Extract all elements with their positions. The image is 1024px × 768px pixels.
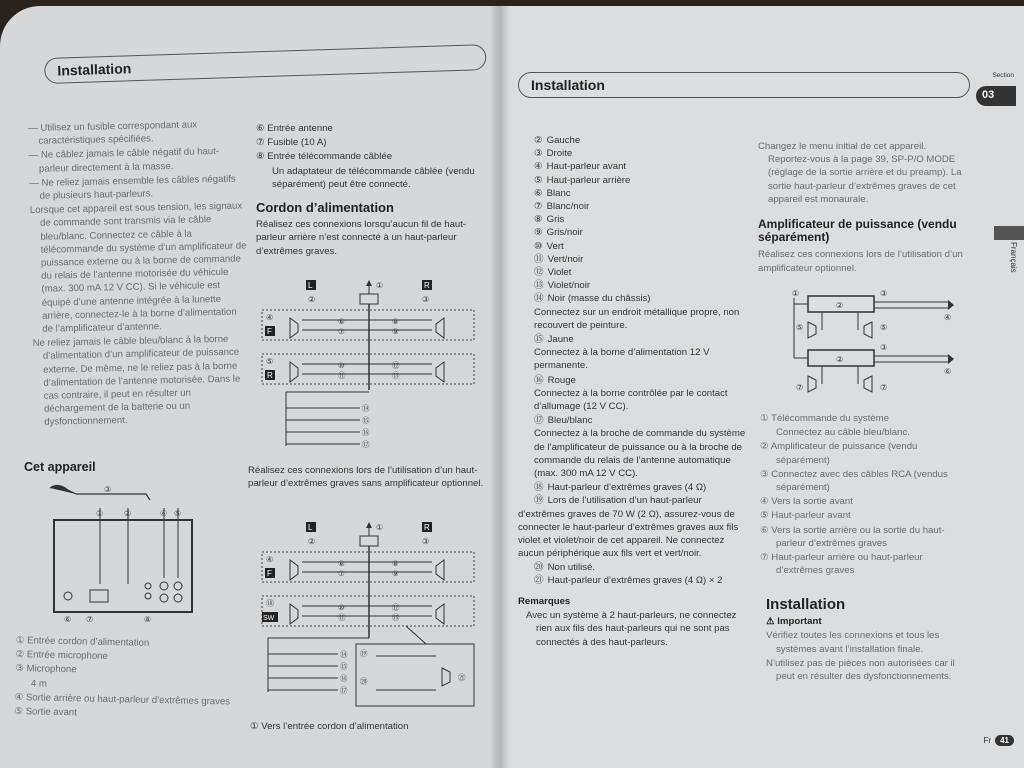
amp-legend-item: ② Amplificateur de puissance (vendu séparément): [760, 441, 918, 466]
svg-text:L: L: [308, 523, 313, 532]
legend-item: ⑤ Sortie avant: [14, 705, 77, 719]
wire-item-label: Violet: [547, 267, 572, 279]
wire-item-label: Jaune: [547, 334, 574, 346]
svg-text:①: ①: [792, 289, 800, 298]
subwoofer-intro-text: Réalisez ces connexions lors de l’utilisation d’un haut-parleur d’extrêmes graves sans amplificateur optionnel.: [248, 465, 484, 490]
left-column-1: [28, 117, 250, 430]
svg-text:②: ②: [124, 509, 132, 518]
wire-item-label: Gris: [546, 214, 565, 226]
wire-item-label: Haut-parleur avant: [546, 161, 627, 173]
svg-text:①: ①: [376, 281, 384, 290]
wire-item: ⑲: [534, 495, 544, 507]
wire-item: ⑫: [534, 267, 544, 279]
svg-text:④: ④: [160, 509, 168, 518]
heading-power-amp: Amplificateur de puissance (vendu séparément): [758, 217, 957, 245]
svg-text:L: L: [308, 281, 313, 290]
important-item: Vérifiez toutes les connexions et tous les systèmes avant l’installation finale.: [766, 630, 940, 655]
wire-item-label: Haut-parleur d’extrêmes graves (4 Ω) × 2: [547, 574, 723, 586]
wire-item: ㉑: [534, 574, 544, 586]
svg-text:③: ③: [880, 289, 888, 298]
svg-text:⑨: ⑨: [392, 569, 399, 578]
svg-text:⑫: ⑫: [392, 361, 400, 370]
svg-text:④: ④: [266, 555, 274, 564]
svg-text:②: ②: [308, 295, 316, 304]
right-section-header: Installation: [518, 72, 970, 98]
amplifier-legend: [760, 412, 972, 578]
svg-text:⑬: ⑬: [392, 371, 400, 380]
installation-section: [766, 598, 976, 684]
wire-item: ⑬: [534, 280, 544, 292]
wire-item: ②: [534, 135, 543, 146]
footnote-text: ① Vers l’entrée cordon d’alimentation: [250, 721, 409, 732]
svg-text:⑥: ⑥: [338, 559, 345, 568]
svg-text:⑨: ⑨: [392, 327, 399, 336]
legend-item: ② Entrée microphone: [15, 649, 108, 663]
svg-text:⑱: ⑱: [266, 599, 274, 608]
right-column-1: [518, 134, 750, 650]
svg-text:⑦: ⑦: [796, 383, 804, 392]
amp-legend-item: ③ Connectez avec des câbles RCA (vendus séparément): [760, 468, 948, 494]
bullet-negative-cables: — Ne reliez jamais ensemble les câbles négatifs de plusieurs haut-parleurs.: [29, 173, 236, 202]
left-page: [0, 6, 498, 768]
amp-legend-item: ④ Vers la sortie avant: [760, 496, 853, 508]
svg-text:R: R: [267, 371, 273, 380]
unit-legend: [14, 634, 236, 724]
svg-text:⑦: ⑦: [880, 383, 888, 392]
svg-text:③: ③: [422, 537, 430, 546]
svg-text:②: ②: [836, 301, 844, 310]
right-column-2-top: [758, 140, 970, 276]
svg-text:⑤: ⑤: [174, 509, 182, 518]
svg-text:⑥: ⑥: [64, 615, 72, 624]
page-footer: [984, 735, 1014, 746]
svg-text:⑮: ⑮: [362, 416, 370, 425]
svg-text:⑥: ⑥: [944, 367, 952, 376]
bullet-menu-change: Changez le menu initial de cet appareil. Reportez-vous à la page 39, SP-P/O MODE (réglage de la sortie arrière et du preamp). La sortie haut-parleur d’extrêmes graves de cet appareil est monaurale.: [758, 141, 962, 205]
svg-text:⑧: ⑧: [144, 615, 152, 624]
svg-text:⑭: ⑭: [362, 404, 370, 413]
amp-legend-item: Connectez au câble bleu/blanc.: [776, 427, 910, 439]
item-antenna: ⑥ Entrée antenne: [256, 123, 333, 134]
power-amp-intro: Réalisez ces connexions lors de l’utilisation d’un amplificateur optionnel.: [758, 249, 963, 274]
svg-text:⑤: ⑤: [880, 323, 888, 332]
wire-item-note: Connectez à la borne contrôlée par le contact d’allumage (12 V CC).: [534, 387, 728, 413]
legend-item: 4 m: [30, 677, 48, 690]
svg-text:⑦: ⑦: [86, 615, 94, 624]
book-gutter: [490, 6, 510, 768]
heading-power-cord: Cordon d’alimentation: [256, 200, 394, 216]
wire-item: ⑳: [534, 561, 544, 573]
install-heading: Installation: [766, 596, 846, 613]
power-cord-intro: Réalisez ces connexions lorsqu’aucun fil de haut-parleur arrière n’est connecté à un haut-parleur d’extrêmes graves.: [256, 219, 467, 257]
wire-item: ⑮: [534, 334, 544, 346]
bullet-never-connect: Ne reliez jamais le câble bleu/blanc à la borne d’alimentation d’un amplificateur de puissance externe. De même, ne le reliez pas à la borne d’alimentation de l’antenne motorisée. Dans le cas contraire, il peut en résulter un déchargement de la batterie ou un dysfonctionnement.: [32, 334, 241, 429]
svg-text:⑧: ⑧: [392, 559, 399, 568]
footer-lang: Fr: [983, 736, 992, 745]
wire-item: ⑪: [534, 253, 544, 265]
bullet-negative-cable: — Ne câblez jamais le câble négatif du haut-parleur directement à la masse.: [28, 146, 220, 175]
amp-legend-item: ⑥ Vers la sortie arrière ou la sortie du haut-parleur d’extrêmes graves: [760, 524, 945, 549]
heading-cet-appareil: Cet appareil: [24, 460, 96, 474]
wire-item-label: Gauche: [546, 135, 581, 146]
wire-item: ⑦: [534, 201, 543, 213]
svg-text:F: F: [267, 569, 272, 578]
section-label: Section: [992, 72, 1014, 79]
important-item: N’utilisez pas de pièces non autorisées car il peut en résulter des dysfonctionnements.: [766, 657, 955, 683]
svg-text:①: ①: [96, 509, 104, 518]
wiring-diagram-2: [256, 520, 482, 716]
wiring-diagram-1: [256, 278, 482, 450]
svg-text:①: ①: [376, 523, 384, 532]
wire-item-note: Connectez à la broche de commande du système de l’amplificateur de puissance ou à la broche de commande du relais de l’antenne automatique (max. 300 mA 12 V CC).: [534, 428, 746, 480]
legend-item: ④ Sortie arrière ou haut-parleur d’extrêmes graves: [14, 691, 231, 708]
legend-item: ③ Microphone: [15, 663, 77, 676]
left-column-2: [256, 122, 484, 259]
wire-item-label: Vert/noir: [547, 253, 584, 265]
wire-item-note: Connectez sur un endroit métallique propre, non recouvert de peinture.: [534, 306, 740, 331]
svg-text:⑳: ⑳: [360, 677, 368, 686]
svg-text:R: R: [424, 523, 430, 532]
wire-item-label: Haut-parleur d’extrêmes graves (4 Ω): [547, 482, 707, 494]
svg-text:⑬: ⑬: [392, 613, 400, 622]
diagram-footnote: [250, 720, 480, 734]
wire-item: ⑩: [534, 240, 543, 252]
svg-text:⑪: ⑪: [338, 613, 346, 622]
wire-item-label: Gris/noir: [546, 227, 583, 239]
svg-text:F: F: [267, 327, 272, 336]
svg-text:⑭: ⑭: [340, 650, 348, 659]
language-tab: [994, 226, 1024, 240]
wire-item-label: Non utilisé.: [547, 561, 596, 573]
important-heading: Important: [777, 616, 822, 628]
svg-text:⑮: ⑮: [340, 662, 348, 671]
svg-text:②: ②: [836, 355, 844, 364]
wire-item-label: Blanc: [546, 187, 571, 199]
page-number: 41: [995, 735, 1014, 746]
svg-text:⑦: ⑦: [338, 569, 345, 578]
item-wired-remote-note: Un adaptateur de télécommande câblée (vendu séparément) peut être connecté.: [272, 165, 475, 190]
svg-text:⑩: ⑩: [338, 603, 345, 612]
svg-text:⑲: ⑲: [360, 649, 368, 658]
svg-text:③: ③: [104, 485, 112, 494]
svg-text:⑩: ⑩: [338, 361, 345, 370]
svg-text:⑪: ⑪: [338, 371, 346, 380]
svg-text:②: ②: [308, 537, 316, 546]
wire-item: ⑰: [534, 415, 544, 427]
remarks-text: Avec un système à 2 haut-parleurs, ne connectez rien aux fils des haut-parleurs qui ne sont pas connectés à des haut-parleurs.: [526, 610, 737, 648]
section-badge: 03: [976, 86, 1016, 106]
svg-text:⑯: ⑯: [340, 674, 348, 683]
left-section-header: Installation: [44, 44, 487, 84]
svg-text:SW: SW: [263, 615, 275, 622]
right-page: [498, 6, 1024, 768]
amplifier-diagram: [778, 286, 968, 398]
svg-text:⑧: ⑧: [392, 317, 399, 326]
wire-item: ⑭: [534, 293, 544, 305]
svg-text:③: ③: [880, 343, 888, 352]
remarks-heading: Remarques: [518, 595, 571, 607]
amp-legend-item: ① Télécommande du système: [760, 413, 889, 424]
svg-text:⑫: ⑫: [392, 603, 400, 612]
bullet-blue-white: Lorsque cet appareil est sous tension, les signaux de commande sont transmis via le câble bleu/blanc. Connectez ce câble à la télécommande du système d’un amplificateur de puissance externe ou à la borne de commande du relais de l’antenne motorisée du véhicule (max. 300 mA 12 V CC). Si le véhicule est équipé d’une antenne intégrée à la lunette arrière, connectez-le à la borne d’alimentation de l’amplificateur d’antenne.: [29, 200, 247, 335]
bullet-fuse: — Utilisez un fusible correspondant aux caractéristiques spécifiées.: [28, 119, 198, 147]
svg-text:⑰: ⑰: [340, 686, 348, 695]
wire-item: ⑱: [534, 482, 544, 494]
subwoofer-intro: [248, 464, 488, 491]
language-label: Français: [1009, 242, 1018, 273]
wire-item: ⑨: [534, 227, 543, 239]
unit-diagram: [20, 480, 200, 630]
svg-text:⑦: ⑦: [338, 327, 345, 336]
legend-item: ① Entrée cordon d’alimentation: [15, 634, 150, 649]
wire-item: ⑧: [534, 214, 543, 226]
svg-text:⑰: ⑰: [362, 440, 370, 449]
wire-item-label: Bleu/blanc: [547, 415, 593, 427]
wire-item: ⑥: [534, 187, 543, 199]
wire-item: ④: [534, 161, 543, 173]
wire-item-label: Noir (masse du châssis): [547, 293, 651, 305]
svg-text:④: ④: [944, 313, 952, 322]
wire-item-label: Blanc/noir: [546, 201, 590, 213]
item-fuse: ⑦ Fusible (10 A): [256, 137, 327, 149]
wire-item-label: Lors de l’utilisation d’un haut-parleur d’extrêmes graves de 70 W (2 Ω), assurez-vous de connecter le haut-parleur d’extrêmes graves aux fils violet et violet/noir de cet appareil. Ne connectez aucun périphérique aux fils vert et vert/noir.: [518, 495, 739, 560]
svg-text:③: ③: [422, 295, 430, 304]
wire-item-label: Vert: [546, 240, 564, 252]
item-wired-remote: ⑧ Entrée télécommande câblée: [256, 151, 393, 163]
amp-legend-item: ⑦ Haut-parleur arrière ou haut-parleur d’extrêmes graves: [760, 552, 923, 577]
wire-item: ⑯: [534, 374, 544, 386]
svg-text:⑥: ⑥: [338, 317, 345, 326]
wire-item: ⑤: [534, 174, 543, 186]
svg-text:⑤: ⑤: [796, 323, 804, 332]
svg-text:⑤: ⑤: [266, 357, 274, 366]
wire-item-label: Droite: [546, 148, 573, 160]
wire-item-label: Rouge: [547, 374, 576, 386]
wire-item-label: Haut-parleur arrière: [546, 174, 631, 186]
wire-item-note: Connectez à la borne d’alimentation 12 V permanente.: [534, 347, 710, 372]
wire-item: ③: [534, 148, 543, 160]
wire-item-label: Violet/noir: [547, 280, 591, 292]
svg-text:R: R: [424, 281, 430, 290]
amp-legend-item: ⑤ Haut-parleur avant: [760, 510, 851, 522]
important-icon: ⚠: [766, 616, 778, 628]
svg-text:④: ④: [266, 313, 274, 322]
svg-text:⑯: ⑯: [362, 428, 370, 437]
svg-text:㉑: ㉑: [458, 673, 466, 682]
